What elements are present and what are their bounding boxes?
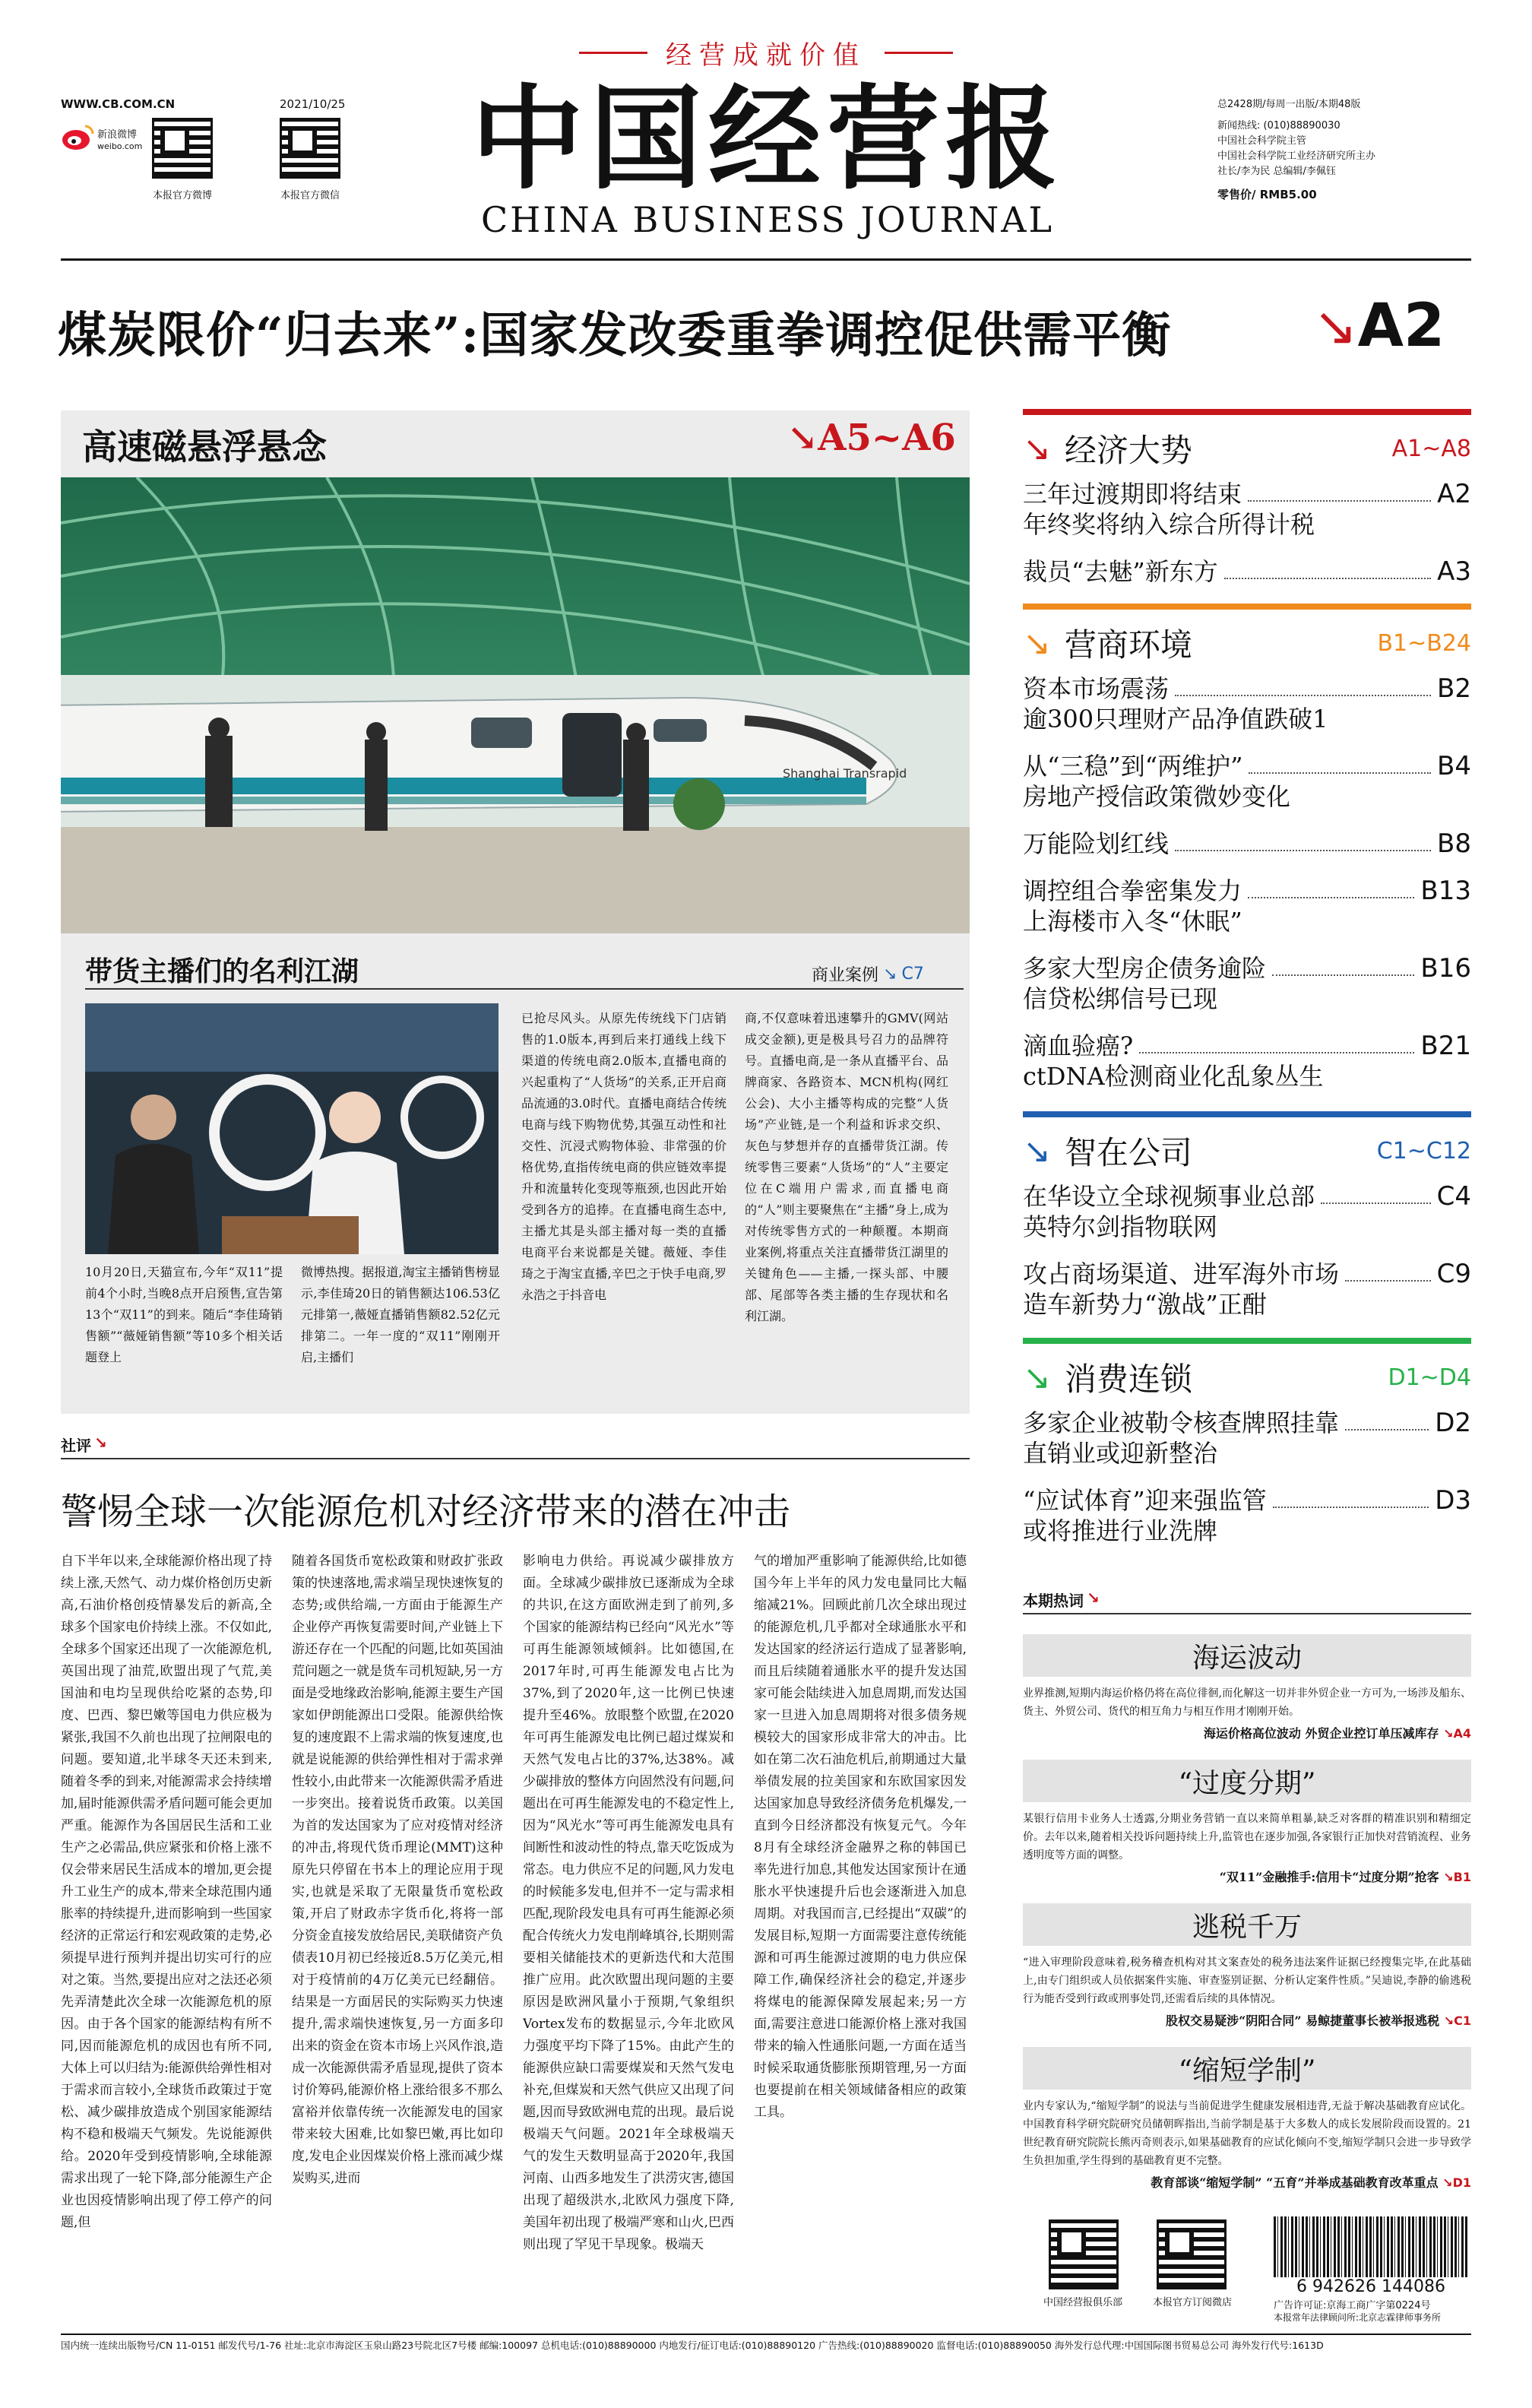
toc-section-name: 消费连锁	[1064, 1361, 1192, 1398]
arrow-down-right-icon: ↘	[1438, 2175, 1453, 2190]
weibo-qr-caption: 本报官方微博	[152, 190, 212, 201]
arrow-down-right-icon: ↘	[1023, 429, 1051, 468]
arrow-down-right-icon: ↘	[787, 417, 818, 459]
toc-item[interactable]	[1023, 1408, 1471, 1469]
arrow-down-right-icon: ↘	[1023, 623, 1051, 663]
toc-item-line: 从“三稳”到“两维护”	[1023, 752, 1243, 781]
toc-item[interactable]	[1023, 1181, 1471, 1242]
toc-item-line: 攻占商场渠道、进军海外市场	[1023, 1259, 1340, 1288]
weibo-url: weibo.com	[97, 141, 143, 151]
toc-item-page: C9	[1436, 1259, 1471, 1289]
slogan-rule-left	[579, 52, 647, 54]
story-title[interactable]: 带货主播们的名利江湖	[85, 955, 359, 987]
hot-words-tag: 本期热词 ↘	[1023, 1589, 1100, 1610]
toc-item-line: 裁员“去魅”新东方	[1023, 557, 1218, 586]
toc-leader-dots	[1175, 695, 1431, 696]
headline-page-ref[interactable]: ↘ A2	[1313, 292, 1445, 360]
supervisor: 中国社会科学院主管	[1217, 135, 1307, 147]
barcode-digits: 6 942626 144086	[1274, 2277, 1468, 2296]
hot-word-entry	[1023, 2047, 1471, 2191]
issue-info: 总2428期/每周一出版/本期48版	[1217, 99, 1361, 110]
feature-page-ref[interactable]: ↘A5~A6	[787, 417, 956, 459]
editorial-rule	[61, 1458, 970, 1459]
toc-item-line: 造车新势力“激战”正酣	[1023, 1290, 1267, 1319]
arrow-down-right-icon: ↘	[94, 1434, 107, 1452]
toc-leader-dots	[1175, 850, 1431, 851]
toc-item-line: “应试体育”迎来强监管	[1023, 1486, 1267, 1515]
hot-word-entry	[1023, 1634, 1471, 1741]
toc-item[interactable]	[1023, 1031, 1471, 1092]
toc-item-page: A2	[1437, 479, 1471, 509]
toc-section-header[interactable]	[1023, 604, 1471, 673]
toc-section-range: D1~D4	[1388, 1364, 1471, 1391]
editorial-title[interactable]: 警惕全球一次能源危机对经济带来的潜在冲击	[61, 1491, 791, 1533]
toc-leader-dots	[1321, 1202, 1431, 1204]
toc-section	[1023, 409, 1471, 587]
story-col-1: 10月20日,天猫宣布,今年“双11”提前4个小时,当晚8点开启预售,宣告第13个“双11”的到来。随后“李佳琦销售额”“薇娅销售额”等10多个相关话题登上	[85, 1265, 283, 1364]
toc-section-header[interactable]	[1023, 1338, 1471, 1408]
maglev-photo	[61, 477, 970, 933]
livestream-illustration	[85, 1003, 499, 1254]
toc-item-line: 直销业或迎新整治	[1023, 1439, 1218, 1468]
toc-item[interactable]	[1023, 953, 1471, 1014]
toc-section-name: 智在公司	[1064, 1134, 1192, 1171]
toc-item-page: B16	[1420, 953, 1471, 984]
toc-leader-dots	[1345, 1429, 1429, 1431]
club-qr-code[interactable]	[1049, 2219, 1119, 2289]
arrow-down-right-icon: ↘	[1313, 295, 1358, 357]
hot-word-entry	[1023, 1760, 1471, 1885]
arrow-down-right-icon: ↘	[1023, 1131, 1051, 1171]
toc-item-line: 信贷松绑信号已现	[1023, 984, 1218, 1013]
toc-section-range: C1~C12	[1376, 1137, 1471, 1164]
masthead-rule	[61, 258, 1471, 261]
toc-item-line: 上海楼市入冬“休眠”	[1023, 907, 1242, 936]
hot-word-article-ref[interactable]: 股权交易疑涉“阴阳合同” 易鲸捷董事长被举报逃税 ↘C1	[1166, 2014, 1471, 2028]
toc-section-range: B1~B24	[1377, 629, 1471, 657]
slogan-text: 经营成就价值	[666, 40, 866, 71]
story-col-4: 商,不仅意味着迅速攀升的GMV(网站成交金额),更是极具号召力的品牌符号。直播电商,是一条从直播平台、品牌商家、各路资本、MCN机构(网红公会)、大小主播等构成的完整“人货场”产业链,是一个利益和诉求交织、灰色与梦想并存的直播带货江湖。传统零售三要素“人货场”的“人”主要定位在C端用户需求,而直播电商的“人”则主要聚焦在“主播”身上,成为对传统零售方式的一种颠覆。本期商业案例,将重点关注直播带货江湖里的关键角色——主播,一探头部、中腰部、尾部等各类主播的生存现状和名利江湖。	[745, 1011, 948, 1323]
toc-item-page: B8	[1437, 829, 1471, 859]
ad-license: 广告许可证:京海工商广字第0224号	[1274, 2300, 1431, 2311]
club-qr-caption: 中国经营报俱乐部	[1043, 2297, 1122, 2308]
toc-section	[1023, 604, 1471, 1092]
hot-word-summary: 业内专家认为,“缩短学制”的说法与当前促进学生健康发展相违背,无益于解决基础教育应试化。中国教育科学研究院研究员储朝晖指出,当前学制是基于大多数人的成长发展阶段而设置的。21世纪教育研究院院长熊丙奇则表示,如果基础教育的应试化倾向不变,缩短学制只会进一步导致学生负担加重,学生得到的基础教育更不完整。	[1023, 2100, 1471, 2167]
newspaper-title: 中国经营报	[471, 72, 1064, 204]
arrow-down-right-icon: ↘	[1439, 1870, 1454, 1884]
toc-item-page: A3	[1437, 556, 1471, 587]
toc-item-page: D2	[1435, 1408, 1471, 1438]
toc-section	[1023, 1338, 1471, 1546]
livestream-photo	[85, 1003, 499, 1254]
train-label: Shanghai Transrapid	[783, 766, 907, 781]
publication-info	[1217, 97, 1491, 202]
retail-price: 零售价/ RMB5.00	[1217, 188, 1317, 201]
toc-section-range: A1~A8	[1391, 435, 1471, 462]
hot-words-rule	[1023, 1613, 1471, 1614]
slogan-rule-right	[885, 52, 953, 54]
arrow-down-right-icon: ↘	[883, 965, 897, 984]
toc-leader-dots	[1248, 897, 1414, 898]
hot-word-title[interactable]: “缩短学制”	[1023, 2047, 1471, 2090]
weibo-logo[interactable]	[61, 122, 143, 167]
story-col-3: 已抢尽风头。从原先传统线下门店销售的1.0版本,再到后来打通线上线下渠道的传统电商2.0版本,直播电商的兴起重构了“人货场”的关系,正开启商品流通的3.0时代。直播电商结合传统电商与线下购物优势,其强互动性和社交性、沉浸式购物体验、非常强的价格优势,直指传统电商的供应链效率提升和流量转化变现等瓶颈,也因此开始受到各方的追捧。在直播电商生态中,主播尤其是头部主播对每一类的直播电商平台来说都是关键。薇娅、李佳琦之于淘宝直播,辛巴之于快手电商,罗永浩之于抖音电	[521, 1011, 726, 1302]
toc-item-line: 或将推进行业洗牌	[1023, 1516, 1218, 1545]
editorial-col-1: 自下半年以来,全球能源价格出现了持续上涨,天然气、动力煤价格创历史新高,石油价格创疫情暴发后的新高,全球多个国家电价持续上涨。不仅如此,全球多个国家还出现了一次能源危机,英国出现了油荒,欧盟出现了气荒,美国油和电均呈现供给吃紧的态势,印度、巴西、黎巴嫩等国电力供应极为紧张,我国不久前也出现了拉闸限电的问题。要知道,北半球冬天还未到来,随着冬季的到来,对能源需求会持续增加,届时能源供需矛盾问题可能会更加严重。能源作为各国居民生活和工业生产之必需品,供应紧张和价格上涨不仅会带来居民生活成本的增加,更会提升工业生产的成本,带来全球范围内通胀率的持续提升,进而影响到一些国家经济的正常运行和宏观政策的走势,必须提早进行预判并提出切实可行的应对之策。当然,要提出应对之法还必须先弄清楚此次全球一次能源危机的原因。由于各个国家的能源结构有所不同,因而能源危机的成因也有所不同,大体上可以归结为:能源供给弹性相对于需求而言较小,全球货币政策过于宽松、减少碳排放造成个别国家能源结构不稳和极端天气频发。先说能源供给。2020年受到疫情影响,全球能源需求出现了一轮下降,部分能源生产企业也因疫情影响出现了停工停产的问题,但	[61, 1554, 272, 2230]
toc-section-header[interactable]	[1023, 1111, 1471, 1181]
hot-word-title[interactable]: “过度分期”	[1023, 1760, 1471, 1802]
toc-leader-dots	[1273, 1507, 1429, 1508]
toc-item[interactable]	[1023, 479, 1471, 540]
weibo-label: 新浪微博	[97, 129, 138, 141]
hot-word-summary: “进入审理阶段意味着,税务稽查机构对其文案查处的税务违法案件证据已经搜集完毕,在此基础上,由专门组织或人员依据案件实施、审查鉴别证据、分析认定案件性质。”吴迪说,李静的偷逃税行为能否受到行政或刑事处罚,还需看后续的具体情况。	[1023, 1956, 1471, 2005]
toc-item-line: 在华设立全球视频事业总部	[1023, 1182, 1315, 1211]
toc-item-line: ctDNA检测商业化乱象丛生	[1023, 1062, 1324, 1091]
contents-sidebar	[1023, 409, 1471, 1564]
sponsor: 中国社会科学院工业经济研究所主办	[1217, 150, 1376, 162]
toc-item-line: 三年过渡期即将结束	[1023, 480, 1242, 509]
toc-item-page: B4	[1437, 751, 1471, 781]
editorial-col-4: 气的增加严重影响了能源供给,比如德国今年上半年的风力发电量同比大幅缩减21%。回顾此前几次全球出现过的能源危机,几乎都对全球通胀水平和发达国家的经济运行造成了显著影响,而且后续随着通胀水平的提升发达国家可能会陆续进入加息周期,而发达国家一旦进入加息周期将对很多债务规模较大的国家形成非常大的冲击。比如在第二次石油危机后,前期通过大量举债发展的拉美国家和东欧国家因发达国家加息导致经济债务危机爆发,一直到今日经济都没有恢复元气。今年8月有全球经济金融界之称的韩国已率先进行加息,其他发达国家预计在通胀水平快速提升后也会逐渐进入加息周期。对我国而言,已经提出“双碳”的发展目标,短期一方面需要注意传统能源和可再生能源过渡期的电力供应保障工作,确保经济社会的稳定,并逐步将煤电的能源保障发展起来;另一方面,需要注意进口能源价格上涨对我国带来的输入性通胀问题,一方面在适当时候采取通货膨胀预期管理,另一方面也要提前在相关领域储备相应的政策工具。	[754, 1554, 967, 2120]
hot-word-entry	[1023, 1903, 1471, 2029]
barcode	[1274, 2216, 1468, 2279]
toc-item-line: 逾300只理财产品净值跌破1	[1023, 705, 1328, 733]
weibo-icon	[61, 122, 96, 152]
shop-qr-code[interactable]	[1157, 2219, 1227, 2289]
shop-qr-caption: 本报官方订阅微店	[1152, 2297, 1232, 2308]
toc-item-line: 英特尔剑指物联网	[1023, 1212, 1218, 1241]
footer-rule	[61, 2334, 1471, 2335]
hot-word-title[interactable]: 逃税千万	[1023, 1903, 1471, 1946]
hot-word-article-ref[interactable]: “双11”金融推手:信用卡“过度分期”抢客 ↘B1	[1219, 1870, 1471, 1884]
toc-item-line: 多家大型房企债务逾险	[1023, 954, 1267, 983]
story-tag[interactable]: 商业案例 ↘ C7	[812, 965, 924, 985]
toc-leader-dots	[1139, 1052, 1414, 1054]
footer-imprint: 国内统一连续出版物号/CN 11-0151 邮发代号/1-76 社址:北京市海淀区玉泉山路23号院北区7号楼 邮编:100097 总机电话:(010)88890000 内地发行/征订电话:(010)88890120 广告热线:(010)88890020 监督电话:(010)88890050 海外发行总代理:中国国际图书贸易总公司 海外发行代号:1613D	[61, 2340, 1324, 2351]
toc-item[interactable]	[1023, 751, 1471, 812]
hot-word-summary: 某银行信用卡业务人士透露,分期业务营销一直以来简单粗暴,缺乏对客群的精准识别和精细定价。去年以来,随着相关投诉问题持续上升,监管也在逐步加强,各家银行正加快对营销流程、业务透明度等方面的调整。	[1023, 1813, 1471, 1861]
toc-section	[1023, 1111, 1471, 1320]
wechat-qr-caption: 本报官方微信	[280, 190, 340, 201]
legal-counsel: 本报常年法律顾问所:北京志霖律师事务所	[1274, 2312, 1442, 2323]
toc-leader-dots	[1248, 500, 1431, 502]
toc-section-name: 营商环境	[1064, 626, 1192, 664]
arrow-down-right-icon: ↘	[1439, 2014, 1454, 2028]
arrow-down-right-icon: ↘	[1023, 1358, 1051, 1397]
toc-item-page: B21	[1420, 1031, 1471, 1061]
toc-leader-dots	[1345, 1280, 1431, 1282]
hot-word-title[interactable]: 海运波动	[1023, 1634, 1471, 1677]
hot-word-article-ref[interactable]: 教育部谈“缩短学制” “五育”并举成基础教育改革重点 ↘D1	[1151, 2175, 1471, 2190]
news-hotline: 新闻热线: (010)88890030	[1217, 120, 1340, 131]
toc-item-line: 多家企业被勒令核查牌照挂靠	[1023, 1408, 1340, 1437]
toc-item-line: 调控组合拳密集发力	[1023, 876, 1242, 905]
slogan	[486, 33, 1046, 71]
toc-item[interactable]	[1023, 876, 1471, 936]
toc-item-page: B2	[1437, 673, 1471, 704]
hot-word-article-ref[interactable]: 海运价格高位波动 外贸企业控订单压减库存 ↘A4	[1203, 1726, 1471, 1741]
toc-section-name: 经济大势	[1064, 432, 1192, 469]
weibo-qr-code[interactable]	[152, 118, 213, 179]
hot-word-summary: 业界推测,短期内海运价格仍将在高位徘徊,而化解这一切并非外贸企业一方可为,一场涉及船东、货主、外贸公司、货代的相互角力与相互作用才刚刚开始。	[1023, 1687, 1471, 1718]
toc-item[interactable]	[1023, 1259, 1471, 1320]
toc-section-header[interactable]	[1023, 409, 1471, 479]
toc-item[interactable]	[1023, 1485, 1471, 1546]
editorial-tag: 社评 ↘	[61, 1434, 107, 1455]
arrow-down-right-icon: ↘	[1439, 1726, 1454, 1741]
editorial-col-3: 影响电力供给。再说减少碳排放方面。全球减少碳排放已逐渐成为全球的共识,在这方面欧洲走到了前列,多个国家的能源结构已经向“风光水”等可再生能源领域倾斜。比如德国,在2017年时,可再生能源发电占比为37%,到了2020年,这一比例已快速提升至46%。放眼整个欧盟,在2020年可再生能源发电比例已超过煤炭和天然气发电占比的37%,达38%。减少碳排放的整体方向固然没有问题,问题出在可再生能源发电的不稳定性上,因为“风光水”等可再生能源发电具有间断性和波动性的特点,靠天吃饭成为常态。电力供应不足的问题,风力发电的时候能多发电,但并不一定与需求相匹配,现阶段发电具有可再生能源必须配合传统火力发电削峰填谷,长期则需要相关储能技术的更新迭代和大范围推广应用。此次欧盟出现问题的主要原因是欧洲风量小于预期,气象组织Vortex发布的数据显示,今年北欧风力强度平均下降了15%。由此产生的能源供应缺口需要煤炭和天然气发电补充,但煤炭和天然气供应又出现了问题,因而导致欧洲电荒的出现。最后说极端天气问题。2021年全球极端天气的发生天数明显高于2020年,我国河南、山西多地发生了洪涝灾害,德国出现了超级洪水,北欧风力强度下降,美国年初出现了极端严寒和山火,巴西则出现了罕见干旱现象。极端天	[523, 1554, 734, 2252]
toc-item-line: 万能险划红线	[1023, 829, 1170, 858]
toc-item-line: 滴血验癌?	[1023, 1031, 1134, 1060]
feature-title[interactable]: 高速磁悬浮悬念	[82, 426, 327, 467]
maglev-train-illustration	[61, 477, 970, 933]
wechat-qr-code[interactable]	[280, 118, 340, 179]
toc-item[interactable]	[1023, 673, 1471, 734]
toc-item-line: 年终奖将纳入综合所得计税	[1023, 510, 1315, 539]
toc-leader-dots	[1224, 578, 1431, 579]
story-rule	[85, 988, 964, 990]
toc-item-page: D3	[1435, 1485, 1471, 1516]
toc-leader-dots	[1272, 974, 1414, 976]
toc-item[interactable]	[1023, 556, 1471, 587]
issue-date: 2021/10/25	[280, 97, 346, 111]
toc-item-line: 房地产授信政策微妙变化	[1023, 782, 1291, 811]
toc-leader-dots	[1249, 772, 1431, 774]
top-headline[interactable]: 煤炭限价“归去来”:国家发改委重拳调控促供需平衡	[58, 307, 1172, 364]
story-col-2: 微博热搜。据报道,淘宝主播销售榜显示,李佳琦20日的销售额达106.53亿元排第一,薇娅直播销售额82.52亿元排第二。一年一度的“双11”刚刚开启,主播们	[301, 1265, 500, 1364]
website[interactable]: WWW.CB.COM.CN	[61, 97, 176, 111]
toc-item[interactable]	[1023, 829, 1471, 859]
hot-words-list	[1023, 1634, 1471, 2209]
toc-item-page: C4	[1436, 1181, 1471, 1212]
toc-item-line: 资本市场震荡	[1023, 674, 1170, 703]
editorial-col-2: 随着各国货币宽松政策和财政扩张政策的快速落地,需求端呈现快速恢复的态势;或供给端,一方面由于能源生产企业停产再恢复需要时间,产业链上下游还存在一个匹配的问题,比如英国油荒问题之一就是货车司机短缺,另一方面是受地缘政治影响,能源主要生产国家如伊朗能源出口受限。能源供给恢复的速度跟不上需求端的恢复速度,也就是说能源的供给弹性相对于需求弹性较小,由此带来一次能源供需矛盾进一步突出。接着说货币政策。以美国为首的发达国家为了应对疫情对经济的冲击,将现代货币理论(MMT)这种原先只停留在书本上的理论应用于现实,也就是采取了无限量货币宽松政策,开启了财政赤字货币化,将将一部分资金直接发放给居民,美联储资产负债表10月初已经接近8.5万亿美元,相对于疫情前的4万亿美元已经翻倍。结果是一方面居民的实际购买力快速提升,需求端快速恢复,另一方面多印出来的资金在资本市场上兴风作浪,造成一次能源供需矛盾显现,提供了资本讨价筹码,能源价格上涨给很多不那么富裕并依靠传统一次能源发电的国家带来较大困难,比如黎巴嫩,再比如印度,发电企业因煤炭价格上涨而减少煤炭购买,进而	[292, 1554, 503, 2186]
newspaper-title-en: CHINA BUSINESS JOURNAL	[480, 199, 1055, 240]
toc-item-page: B13	[1420, 876, 1471, 906]
arrow-down-right-icon: ↘	[1087, 1589, 1100, 1607]
editors: 社长/李为民 总编辑/李佩钰	[1217, 166, 1336, 177]
